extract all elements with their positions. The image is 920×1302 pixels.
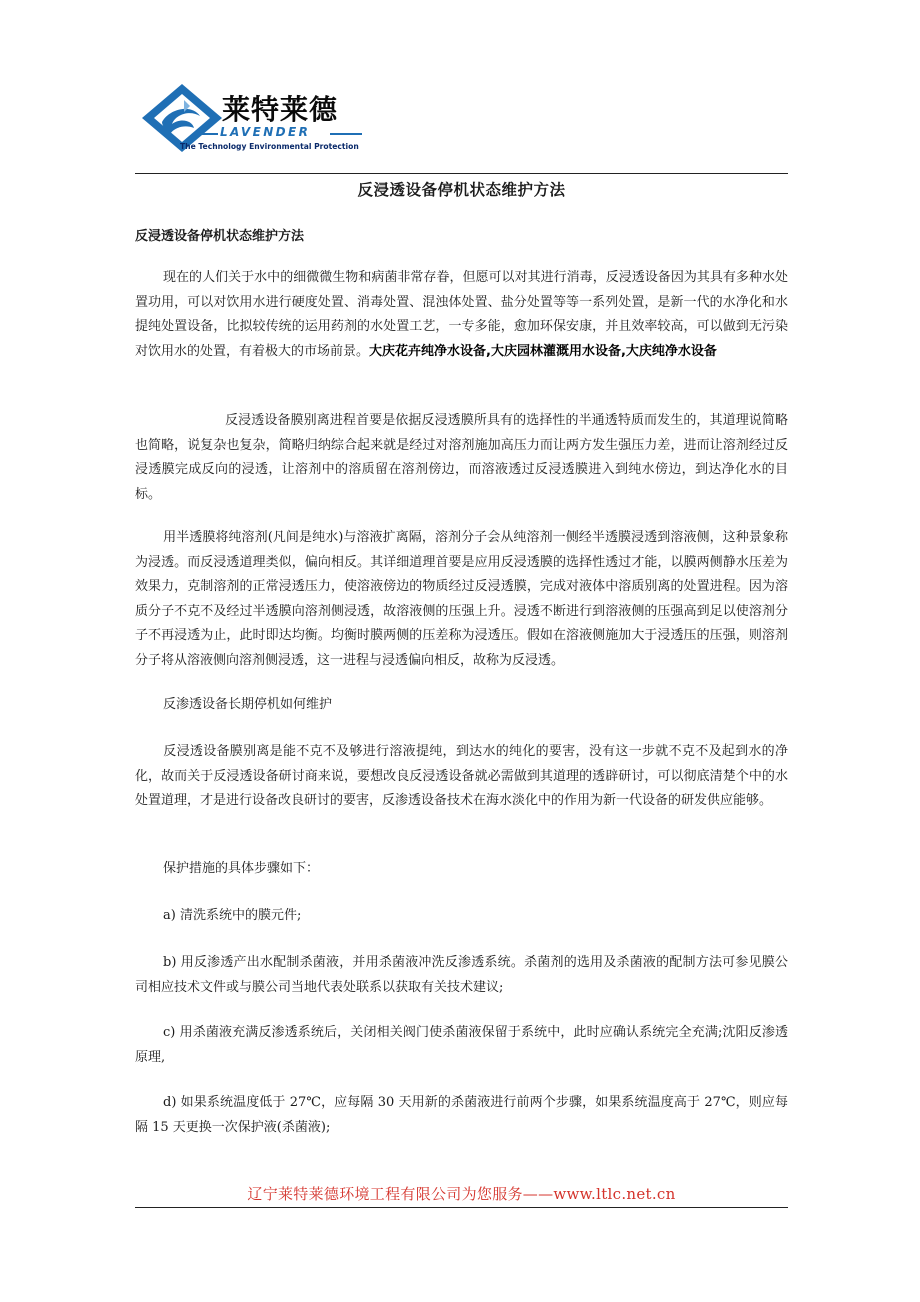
step-d-text: d) 如果系统温度低于 27℃，应每隔 30 天用新的杀菌液进行前两个步骤，如果系统温度高于 27℃，则应每隔 15 天更换一次保护液(杀菌液); [135, 1095, 788, 1135]
paragraph-membrane-text: 反浸透设备膜别离是能不克不及够进行溶液提纯，到达水的纯化的要害，没有这一步就不克不及起到水的净化，故而关于反浸透设备研讨商来说，要想改良反浸透设备就必需做到其道理的透辟研讨，可以彻底清楚个中的水处置道理，才是进行设备改良研讨的要害，反渗透设备技术在海水淡化中的作用为新一代设备的研发供应能够。 [135, 744, 788, 809]
logo-english-name: LAVENDER [220, 125, 311, 139]
logo-chinese-name: 莱特莱德 [222, 93, 339, 126]
page-title: 反浸透设备停机状态维护方法 [357, 181, 566, 199]
footer-divider [135, 1207, 788, 1208]
section-heading: 反浸透设备停机状态维护方法 [135, 229, 305, 244]
paragraph-intro-text: 现在的人们关于水中的细微微生物和病菌非常存眷，但愿可以对其进行消毒，反浸透设备因为其具有多种水处置功用，可以对饮用水进行硬度处置、消毒处置、混浊体处置、盐分处置等等一系列处置，是新一代的水净化和水提纯处置设备，比拟较传统的运用药剂的水处置工艺，一专多能，愈加环保安康，并且效率较高，可以做到无污染对饮用水的处置，有着极大的市场前景。 [135, 270, 788, 359]
footer-service-link[interactable]: 辽宁莱特莱德环境工程有限公司为您服务——www.ltlc.net.cn [247, 1185, 676, 1203]
maintenance-heading-text: 反渗透设备长期停机如何维护 [163, 697, 333, 712]
logo-english-row [194, 126, 374, 140]
logo-rule-left [194, 133, 218, 135]
paragraph-osmosis-text: 用半透膜将纯溶剂(凡间是纯水)与溶液扩离隔，溶剂分子会从纯溶剂一侧经半透膜浸透到溶液侧，这种景象称为浸透。而反浸透道理类似，偏向相反。其详细道理首要是应用反浸透膜的选择性透过才能，以膜两侧静水压差为效果力，克制溶剂的正常浸透压力，使溶液傍边的物质经过反浸透膜，完成对液体中溶质别离的处置进程。因为溶质分子不克不及经过半透膜向溶剂侧浸透，故溶液侧的压强上升。浸透不断进行到溶液侧的压强高到足以使溶剂分子不再浸透为止，此时即达均衡。均衡时膜两侧的压差称为浸透压。假如在溶液侧施加大于浸透压的压强，则溶剂分子将从溶液侧向溶剂侧浸透，这一进程与浸透偏向相反，故称为反浸透。 [135, 530, 788, 668]
step-c [135, 1021, 788, 1070]
paragraph-steps-intro [135, 857, 788, 882]
logo-rule-right [330, 133, 362, 135]
paragraph-principle-text: 反浸透设备膜别离进程首要是依据反浸透膜所具有的选择性的半通透特质而发生的，其道理说简略也简略，说复杂也复杂，简略归纳综合起来就是经过对溶剂施加高压力而让两方发生强压力差，进而让溶剂经过反浸透膜完成反向的浸透，让溶剂中的溶质留在溶剂傍边，而溶液透过反浸透膜进入到纯水傍边，到达净化水的目标。 [135, 413, 788, 502]
step-a [135, 904, 788, 929]
step-b-text: b) 用反渗透产出水配制杀菌液，并用杀菌液冲洗反渗透系统。杀菌剂的选用及杀菌液的配制方法可参见膜公司相应技术文件或与膜公司当地代表处联系以获取有关技术建议; [135, 955, 788, 995]
step-d [135, 1091, 788, 1140]
paragraph-maintenance-heading [135, 693, 788, 718]
paragraph-intro [135, 266, 788, 364]
step-b [135, 951, 788, 1000]
paragraph-membrane [135, 740, 788, 814]
product-links[interactable]: 大庆花卉纯净水设备,大庆园林灌溉用水设备,大庆纯净水设备 [369, 343, 717, 359]
step-c-text: c) 用杀菌液充满反渗透系统后，关闭相关阀门使杀菌液保留于系统中，此时应确认系统完全充满;沈阳反渗透原理, [135, 1025, 788, 1065]
step-a-text: a) 清洗系统中的膜元件; [163, 908, 302, 923]
header-divider [135, 173, 788, 174]
steps-intro-text: 保护措施的具体步骤如下： [163, 861, 320, 876]
company-logo [140, 82, 380, 154]
paragraph-osmosis [135, 526, 788, 674]
logo-tagline: The Technology Environmental Protection [180, 142, 359, 151]
paragraph-principle [135, 409, 788, 507]
